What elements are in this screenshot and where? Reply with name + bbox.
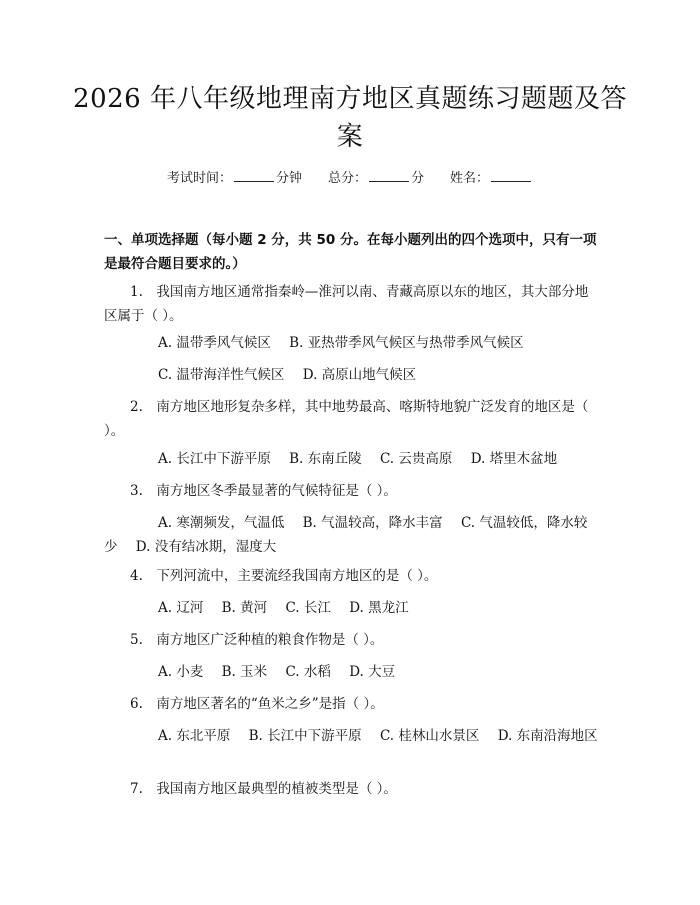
option: D. 塔里木盆地	[470, 451, 558, 467]
option: B. 东南丘陵	[289, 451, 362, 467]
option: B. 亚热带季风气候区与热带季风气候区	[289, 335, 524, 351]
option: D. 高原山地气候区	[302, 367, 417, 383]
document-title: 2026 年八年级地理南方地区真题练习题题及答案	[73, 84, 627, 152]
option: C. 水稻	[285, 664, 331, 680]
question-options	[104, 363, 600, 387]
score-unit: 分	[411, 171, 425, 186]
question-options	[104, 724, 600, 748]
time-label: 考试时间：	[166, 171, 232, 186]
name-blank	[491, 168, 531, 182]
score-blank	[369, 168, 409, 182]
option: D. 没有结冰期，湿度大	[135, 539, 277, 555]
question-stem: 7. 我国南方地区最典型的植被类型是（ ）。	[130, 781, 397, 797]
option: D. 东南沿海地区	[497, 728, 598, 744]
question-stem: 5. 南方地区广泛种植的粮食作物是（ ）。	[130, 632, 384, 648]
option: B. 黄河	[221, 600, 268, 616]
option: A. 辽河	[158, 600, 204, 616]
time-blank	[234, 168, 274, 182]
exam-meta	[0, 168, 700, 189]
option: D. 黑龙江	[349, 600, 409, 616]
option: A. 东北平原	[158, 728, 231, 744]
option: A. 小麦	[158, 664, 204, 680]
option: A. 寒潮频发，气温低	[158, 515, 285, 531]
question-stem: 4. 下列河流中，主要流经我国南方地区的是（ ）。	[130, 568, 438, 584]
section-heading: 一、单项选择题（每小题 2 分，共 50 分。在每小题列出的四个选项中，只有一项是最符合题目要求的。）	[104, 232, 597, 272]
question-options	[104, 447, 600, 471]
option: C. 温带海洋性气候区	[158, 367, 285, 383]
question-stem: 1. 我国南方地区通常指秦岭—淮河以南、青藏高原以东的地区，其大部分地区属于（ ）。	[104, 284, 589, 324]
option: A. 长江中下游平原	[158, 451, 271, 467]
option: C. 云贵高原	[379, 451, 453, 467]
option: B. 气温较高，降水丰富	[302, 515, 443, 531]
option: C. 长江	[285, 600, 331, 616]
question-stem: 2. 南方地区地形复杂多样，其中地势最高、喀斯特地貌广泛发育的地区是（ ）。	[104, 399, 589, 439]
option: D. 大豆	[349, 664, 396, 680]
option: B. 玉米	[221, 664, 268, 680]
question-stem: 6. 南方地区著名的“鱼米之乡”是指（ ）。	[130, 696, 384, 712]
question-options	[104, 660, 600, 684]
option: A. 温带季风气候区	[158, 335, 271, 351]
question-stem: 3. 南方地区冬季最显著的气候特征是（ ）。	[130, 483, 397, 499]
question-options	[104, 511, 600, 559]
option: B. 长江中下游平原	[248, 728, 362, 744]
question-options	[104, 331, 600, 355]
question-options	[104, 596, 600, 620]
option: C. 桂林山水景区	[379, 728, 480, 744]
score-label: 总分：	[327, 171, 367, 186]
time-unit: 分钟	[275, 171, 302, 186]
name-label: 姓名：	[450, 171, 490, 186]
option: C. 气温较低，降水较少	[104, 515, 588, 555]
